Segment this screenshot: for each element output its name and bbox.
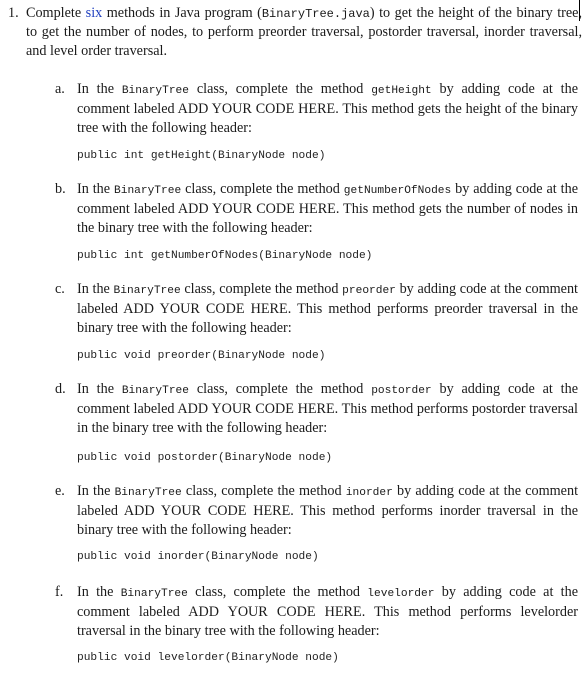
sub-item-text-part: by adding code at the comment labeled ADD YOUR CODE HERE. This method gets the height of the binary tree with the following header: [77, 81, 579, 136]
method-header-code: public void preorder(BinaryNode node) [77, 350, 326, 362]
method-name: levelorder [367, 588, 435, 600]
method-name: inorder [345, 487, 393, 499]
sub-item-text [77, 380, 578, 437]
sub-item-text-part: class, complete the method [188, 81, 372, 97]
sub-item-text [77, 482, 578, 539]
sub-item-letter: d. [55, 381, 66, 397]
sub-item-text-part: by adding code at the comment labeled ADD YOUR CODE HERE. This method performs levelorder traversal in the binary tree with the following header: [77, 584, 579, 639]
sub-item-letter: c. [55, 281, 65, 297]
sub-item-text-part: class, complete the method [181, 181, 344, 197]
method-name: preorder [342, 285, 396, 297]
sub-item-letter: a. [55, 81, 65, 97]
class-name: BinaryTree [121, 385, 189, 397]
sub-item-text-part: by adding code at the comment labeled ADD YOUR CODE HERE. This method gets the number of nodes in the binary tree with the following header: [77, 181, 579, 236]
sub-item-text-part: by adding code at the comment labeled ADD YOUR CODE HERE. This method performs inorder traversal in the binary tree with the following header: [77, 483, 579, 538]
sub-item-text-part: In the [77, 281, 114, 297]
method-header-code: public void levelorder(BinaryNode node) [77, 652, 339, 664]
sub-item-text [77, 280, 578, 337]
sub-item-text-part: In the [77, 584, 121, 600]
sub-item-text [77, 180, 578, 237]
method-header-code: public int getHeight(BinaryNode node) [77, 150, 326, 162]
class-name: BinaryTree [113, 285, 181, 297]
sub-item-text-part: class, complete the method [188, 381, 372, 397]
sub-item-text-part: In the [77, 81, 122, 97]
sub-item-text-part: by adding code at the comment labeled ADD YOUR CODE HERE. This method performs preorder traversal in the binary tree with the following header: [77, 281, 579, 336]
class-name: BinaryTree [114, 185, 182, 197]
sub-item-text-part: In the [77, 483, 115, 499]
sub-item-text-part: class, complete the method [181, 483, 346, 499]
sub-item-text-part: class, complete the method [187, 584, 368, 600]
file-name: BinaryTree.java [261, 7, 370, 21]
sub-item-text-part: In the [77, 181, 115, 197]
class-name: BinaryTree [114, 487, 182, 499]
question-text-part: Complete [26, 5, 86, 21]
question-number: 1. [8, 5, 19, 21]
sub-item-text-part: In the [77, 381, 122, 397]
method-count-highlight: six [85, 5, 103, 21]
question-text-part: ) to get the height of the binary tree, to get the number of nodes, to perform preorder traversal, postorder traversal, inorder traversal, and level order traversal. [26, 5, 582, 59]
class-name: BinaryTree [120, 588, 188, 600]
sub-item-text-part: class, complete the method [180, 281, 343, 297]
sub-item-letter: e. [55, 483, 65, 499]
sub-item-text [77, 583, 578, 640]
method-header-code: public int getNumberOfNodes(BinaryNode node) [77, 250, 373, 262]
class-name: BinaryTree [121, 85, 189, 97]
method-header-code: public void postorder(BinaryNode node) [77, 452, 333, 464]
question-text [26, 4, 582, 60]
method-name: getHeight [371, 85, 432, 97]
sub-item-text [77, 80, 578, 137]
question-text-part: methods in Java program ( [102, 5, 262, 21]
sub-item-letter: b. [55, 181, 66, 197]
sub-item-text-part: by adding code at the comment labeled ADD YOUR CODE HERE. This method performs postorder traversal in the binary tree with the following header: [77, 381, 579, 436]
sub-item-letter: f. [55, 584, 64, 600]
method-name: postorder [371, 385, 432, 397]
method-name: getNumberOfNodes [343, 185, 452, 197]
method-header-code: public void inorder(BinaryNode node) [77, 551, 319, 563]
